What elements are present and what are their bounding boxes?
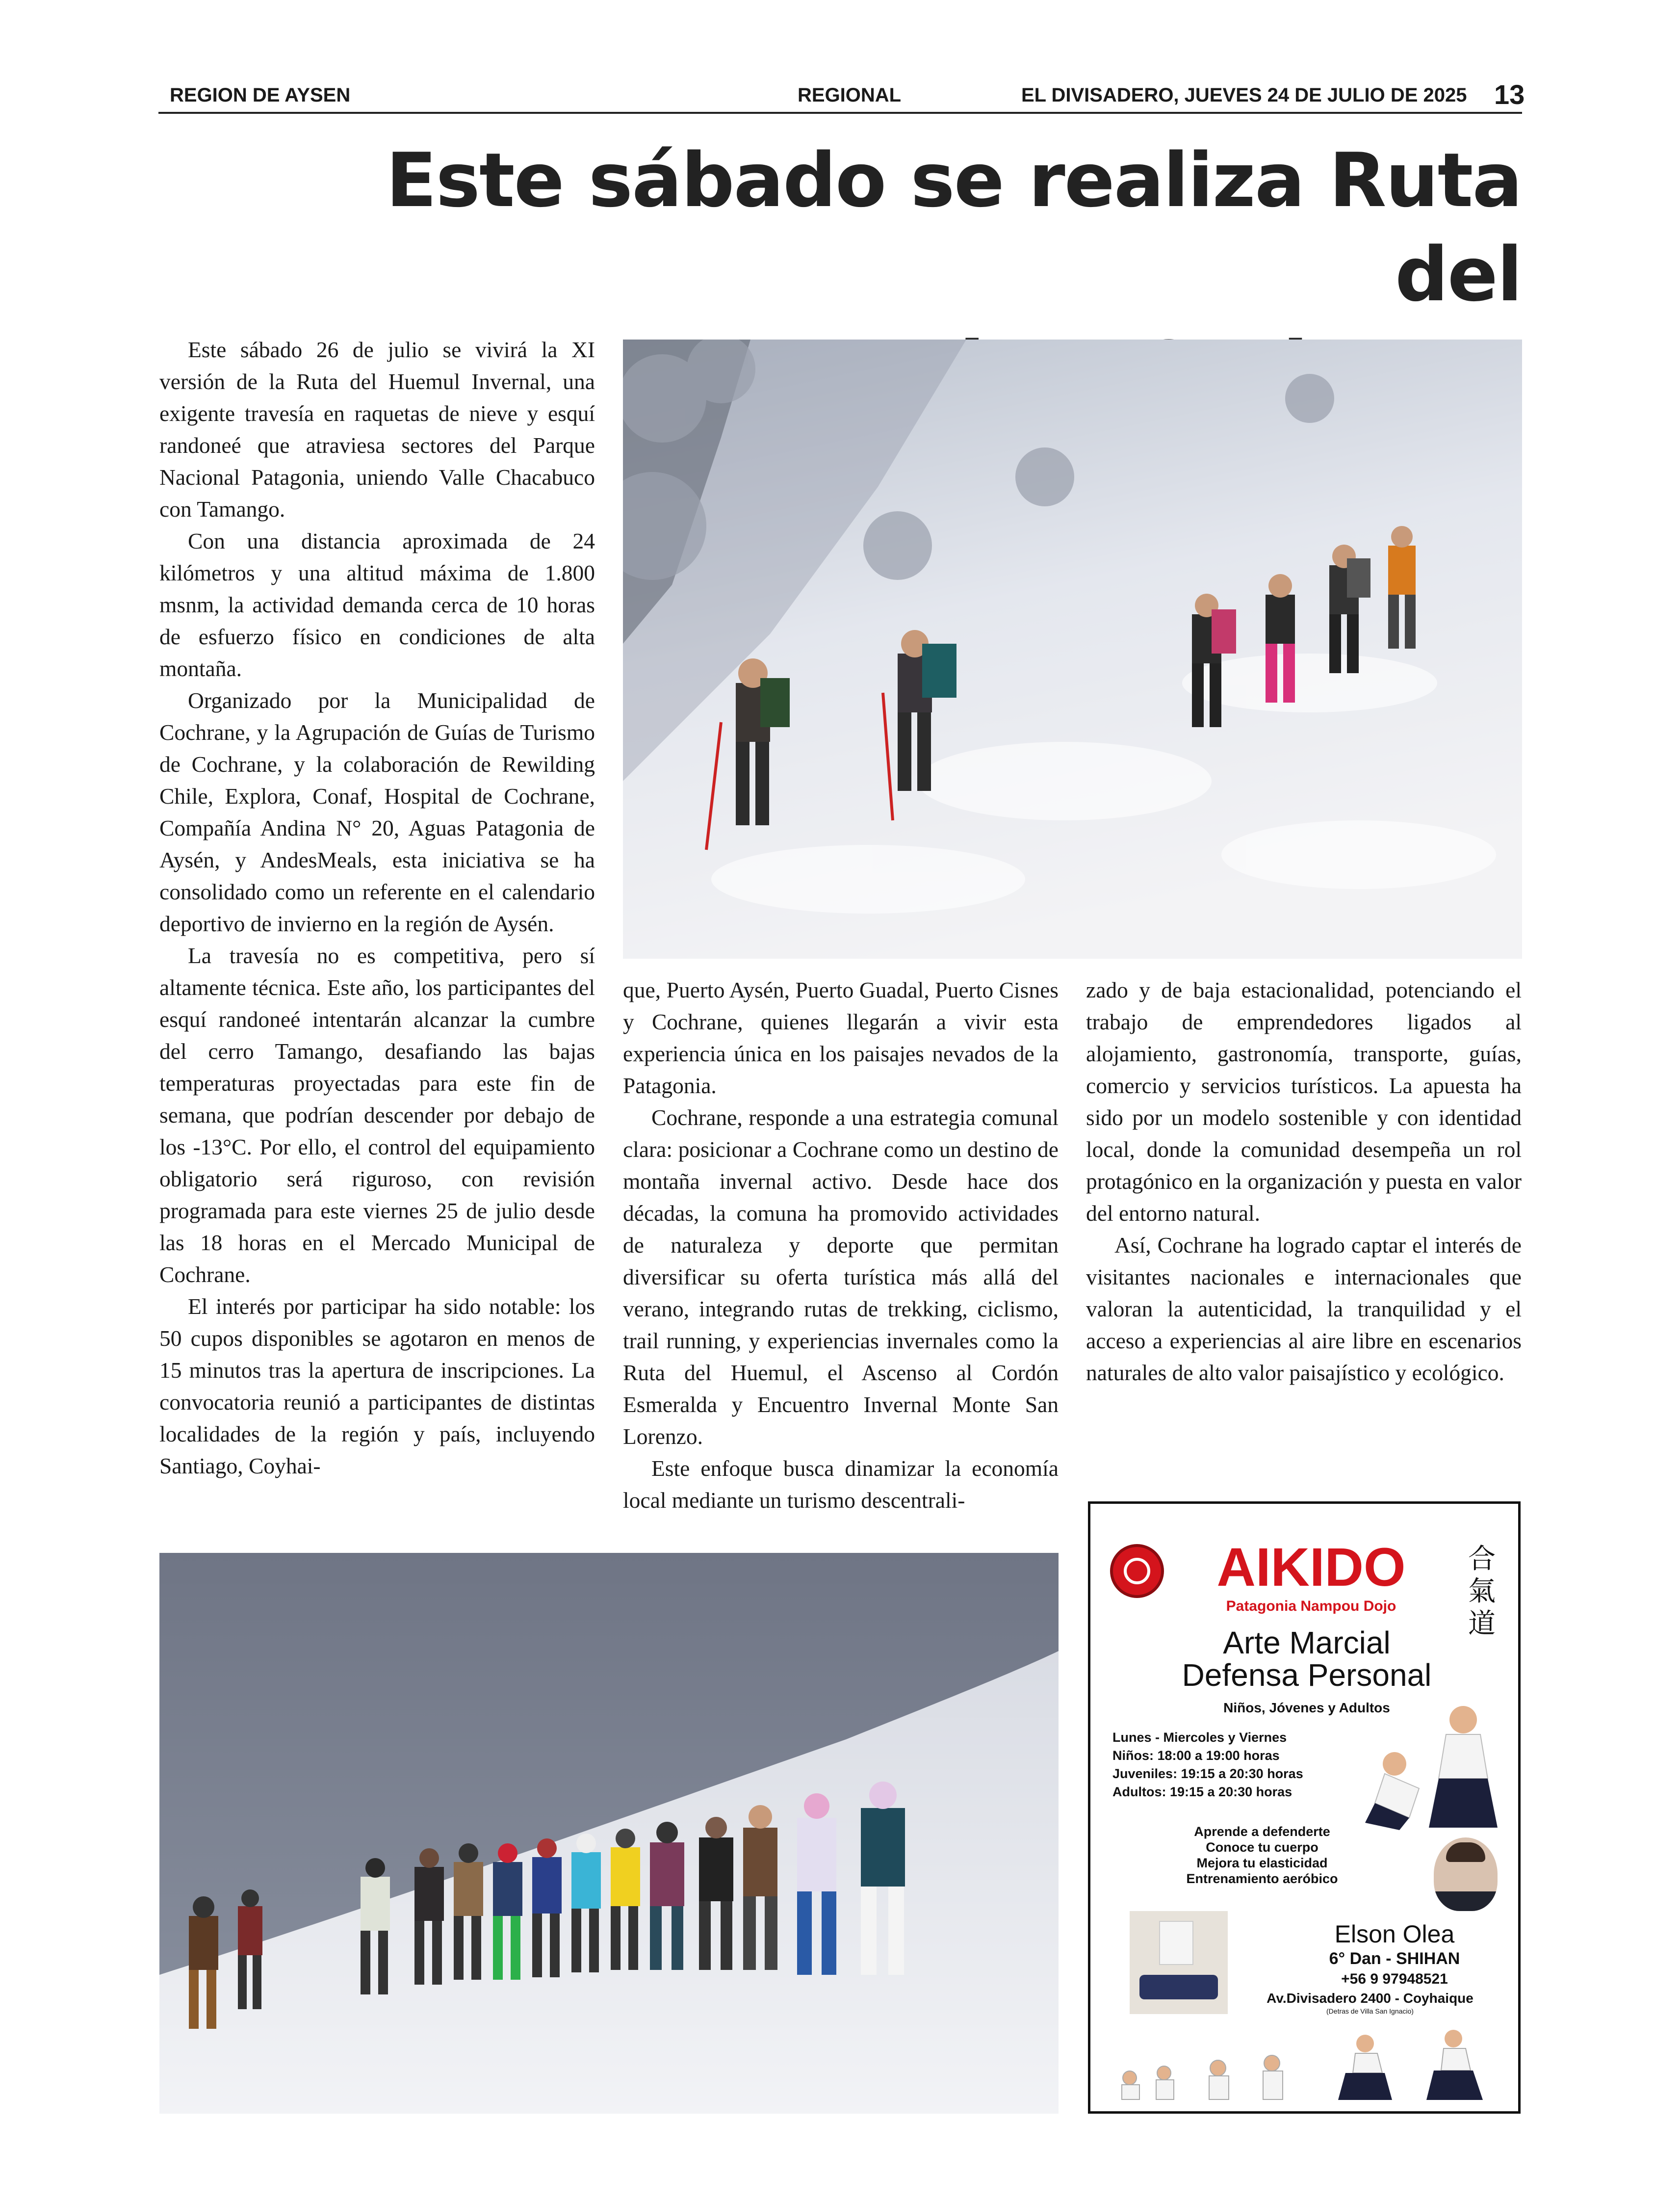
paragraph: Este sábado 26 de julio se vivirá la XI versión de la Ruta del Huemul Invernal, una exigente travesía en raquetas de nieve y esquí randoneé que atraviesa sectores del Parque Nacional Patagonia, uniendo Valle Chacabuco con Tamango. bbox=[159, 337, 595, 522]
headline-line-1: Este sábado se realiza Ruta del bbox=[386, 137, 1522, 318]
schedule-youth: Juveniles: 19:15 a 20:30 horas bbox=[1112, 1766, 1303, 1781]
paragraph: La travesía no es competitiva, pero sí altamente técnica. Este año, los participantes del esquí randoneé intentarán alcanzar la cumbre del cerro Tamango, desafiando las bajas temperaturas proyectadas para este fin de semana, que podrían descender por debajo de los -13°C. Por ello, el control del equipamiento obligatorio será riguroso, con revisión programada para este viernes 25 de julio desde las 18 horas en el Mercado Municipal de Cochrane. bbox=[159, 943, 595, 1287]
paragraph: zado y de baja estacionalidad, potenciando el trabajo de emprendedores ligados al alojamiento, gastronomía, transporte, guías, comercio y servicios turísticos. La apuesta ha sido por un modelo sostenible y con identidad local, donde la comunidad desempeña un rol protagónico en la organización y puesta en valor del entorno natural. bbox=[1086, 977, 1522, 1226]
header-rule bbox=[158, 112, 1522, 114]
paragraph: Organizado por la Municipalidad de Cochrane, y la Agrupación de Guías de Turismo de Cochrane, y la colaboración de Rewilding Chile, Explora, Conaf, Hospital de Cochrane, Compañía Andina N° 20, Aguas Patagonia de Aysén, y AndesMeals, esta iniciativa se ha consolidado como un referente en el calendario deportivo de invierno en la región de Aysén. bbox=[159, 688, 595, 936]
instructor-rank: 6° Dan - SHIHAN bbox=[1329, 1949, 1460, 1968]
instructor-name: Elson Olea bbox=[1334, 1920, 1455, 1948]
benefit-item: Aprende a defenderte bbox=[1194, 1824, 1330, 1839]
aikido-throw-illustration bbox=[1365, 1700, 1507, 1833]
ad-audience: Niños, Jóvenes y Adultos bbox=[1223, 1700, 1390, 1715]
ad-phone: +56 9 97948521 bbox=[1341, 1971, 1448, 1987]
schedule-adults: Adultos: 19:15 a 20:30 horas bbox=[1112, 1784, 1292, 1799]
benefit-item: Conoce tu cuerpo bbox=[1206, 1840, 1318, 1855]
paragraph: Este enfoque busca dinamizar la economía local mediante un turismo descentrali- bbox=[623, 1456, 1059, 1513]
paragraph: Cochrane, responde a una estrategia comunal clara: posicionar a Cochrane como un destino de montaña invernal activo. Desde hace dos décadas, la comuna ha promovido actividades de naturaleza y deporte que permitan diversificar su oferta turística más allá del verano, integrando rutas de trekking, ciclismo, trail running, y experiencias invernales como la Ruta del Huemul, el Ascenso al Cordón Esmeralda y Encuentro Invernal Monte San Lorenzo. bbox=[623, 1105, 1059, 1449]
dojo-logo-icon bbox=[1110, 1544, 1164, 1598]
article-column-2 bbox=[623, 974, 1059, 1516]
ad-address-note: (Detras de Villa San Ignacio) bbox=[1326, 2007, 1414, 2015]
group-ridge-image bbox=[159, 1553, 1059, 2114]
ad-title: AIKIDO bbox=[1216, 1537, 1406, 1598]
photo-snowshoe-hikers bbox=[623, 340, 1522, 959]
section-label-center: REGIONAL bbox=[798, 84, 902, 106]
ad-schedule bbox=[1112, 1729, 1387, 1801]
benefit-item: Mejora tu elasticidad bbox=[1196, 1856, 1328, 1870]
ad-subtitle: Patagonia Nampou Dojo bbox=[1226, 1598, 1396, 1614]
photo-group-on-ridge bbox=[159, 1553, 1059, 2114]
kids-training-photo bbox=[1130, 1911, 1228, 2014]
ad-line-1: Arte Marcial bbox=[1223, 1625, 1391, 1660]
ad-address: Av.Divisadero 2400 - Coyhaique bbox=[1266, 1991, 1473, 2006]
paragraph: que, Puerto Aysén, Puerto Guadal, Puerto Cisnes y Cochrane, quienes llegarán a vivir esta experiencia única en los paisajes nevados de la Patagonia. bbox=[623, 977, 1059, 1098]
section-label-left: REGION DE AYSEN bbox=[170, 84, 351, 106]
article-column-1 bbox=[159, 334, 595, 1482]
paragraph: Con una distancia aproximada de 24 kilómetros y una altitud máxima de 1.800 msnm, la actividad demanda cerca de 10 horas de esfuerzo físico en condiciones de alta montaña. bbox=[159, 528, 595, 681]
page-number: 13 bbox=[1494, 79, 1525, 110]
schedule-kids: Niños: 18:00 a 19:00 horas bbox=[1112, 1748, 1280, 1763]
dateline: EL DIVISADERO, JUEVES 24 DE JULIO DE 2025 bbox=[1021, 84, 1467, 106]
ad-kanji: 合氣道 bbox=[1468, 1543, 1496, 1640]
snow-hikers-image bbox=[623, 340, 1522, 959]
ad-benefits bbox=[1164, 1824, 1360, 1887]
benefit-item: Entrenamiento aeróbico bbox=[1186, 1871, 1338, 1886]
aikido-advertisement bbox=[1088, 1501, 1521, 2114]
ad-line-2: Defensa Personal bbox=[1182, 1657, 1432, 1693]
schedule-days: Lunes - Miercoles y Viernes bbox=[1112, 1730, 1287, 1745]
aikido-figures-row bbox=[1110, 2024, 1512, 2102]
paragraph: El interés por participar ha sido notable: los 50 cupos disponibles se agotaron en menos de 15 minutos tras la apertura de inscripciones. La convocatoria reunió a participantes de distintas localidades de la región y país, incluyendo Santiago, Coyhai- bbox=[159, 1294, 595, 1478]
article-column-3 bbox=[1086, 974, 1522, 1389]
instructor-portrait-avatar bbox=[1434, 1837, 1498, 1911]
paragraph: Así, Cochrane ha logrado captar el interés de visitantes nacionales e internacionales que valoran la autenticidad, la tranquilidad y el acceso a experiencias al aire libre en escenarios naturales de alto valor paisajístico y ecológico. bbox=[1086, 1232, 1522, 1385]
